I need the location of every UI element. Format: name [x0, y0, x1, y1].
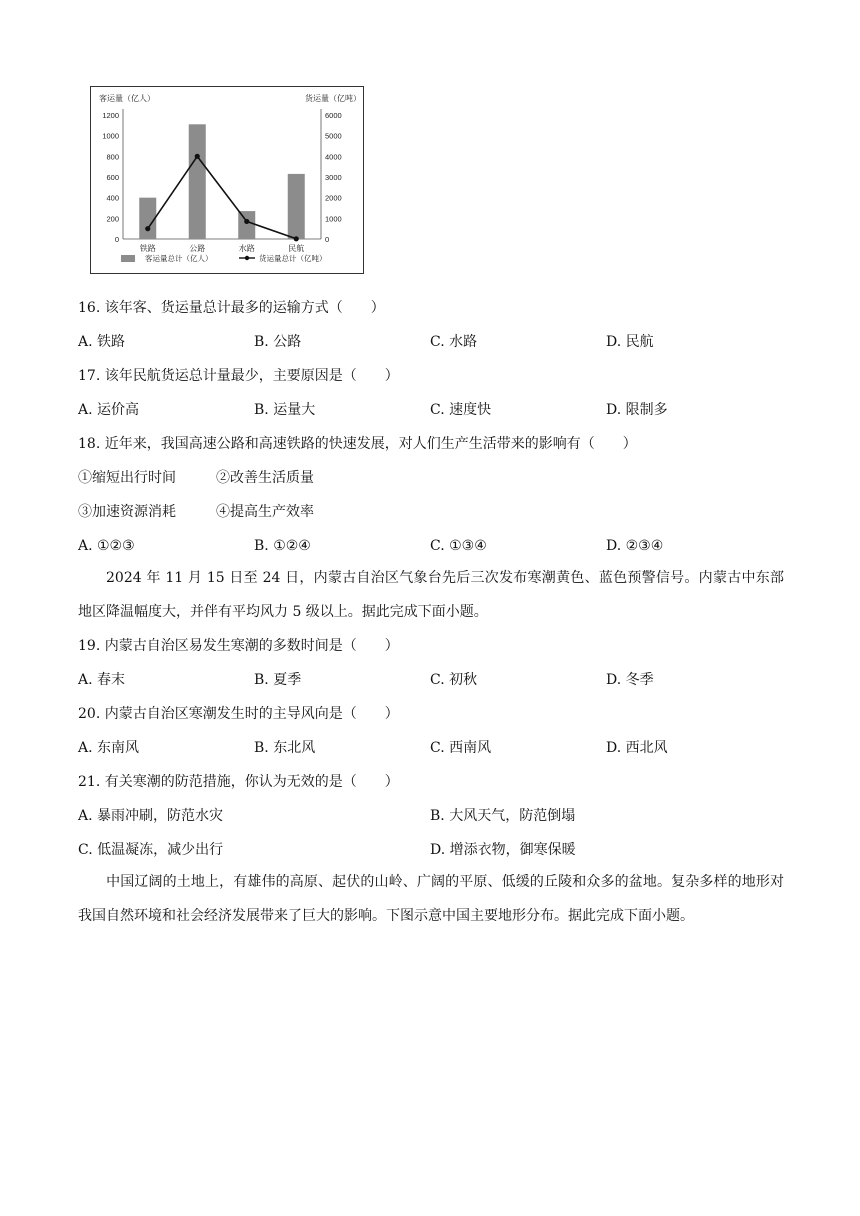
transport-chart-svg	[91, 87, 365, 275]
q18-item-4: ④提高生产效率	[216, 504, 314, 520]
cold-wave-passage	[78, 561, 784, 629]
category-label: 公路	[189, 244, 206, 253]
terrain-passage	[78, 865, 784, 933]
category-label: 民航	[288, 244, 305, 253]
left-tick-label: 1200	[102, 111, 119, 120]
left-tick-label: 600	[106, 173, 119, 182]
q19-option-c: C. 初秋	[430, 672, 478, 688]
legend-line-marker	[245, 256, 249, 260]
right-tick-label: 5000	[325, 131, 342, 141]
question-16-stem: 16. 该年客、货运量总计最多的运输方式（ ）	[78, 300, 385, 316]
transport-chart	[90, 86, 364, 274]
bar-铁路	[139, 198, 156, 239]
left-tick-label: 400	[106, 193, 119, 203]
cold-wave-passage-text: 2024 年 11 月 15 日至 24 日，内蒙古自治区气象台先后三次发布寒潮黄色、蓝色预警信号。内蒙古中东部地区降温幅度大，并伴有平均风力 5 级以上。据此完成下面小题。	[78, 570, 784, 620]
q16-option-c: C. 水路	[430, 334, 478, 350]
q16-option-a: A. 铁路	[78, 334, 126, 350]
legend-line-label: 货运量总计（亿吨）	[259, 254, 327, 263]
q17-option-d: D. 限制多	[606, 402, 668, 418]
q19-option-b: B. 夏季	[254, 672, 302, 688]
right-tick-label: 0	[325, 235, 330, 244]
q18-option-a: A. ①②③	[78, 538, 135, 554]
right-tick-label: 4000	[325, 152, 342, 162]
q21-option-c: C. 低温凝冻，减少出行	[78, 842, 224, 858]
left-tick-label: 0	[114, 235, 119, 244]
category-label: 水路	[238, 244, 255, 253]
right-tick-label: 1000	[325, 214, 342, 224]
freight-line	[148, 156, 297, 238]
q17-option-a: A. 运价高	[78, 402, 140, 418]
question-17-stem: 17. 该年民航货运总计量最少，主要原因是（ ）	[78, 368, 399, 384]
freight-point-公路	[195, 154, 200, 159]
right-tick-label: 2000	[325, 193, 342, 203]
left-tick-label: 200	[106, 214, 119, 224]
right-tick-label: 6000	[325, 111, 342, 120]
freight-point-铁路	[145, 226, 150, 231]
category-label: 铁路	[139, 244, 156, 253]
freight-point-水路	[244, 219, 249, 224]
q18-item-2: ②改善生活质量	[216, 470, 314, 486]
q20-option-b: B. 东北风	[254, 740, 316, 756]
question-18-stem: 18. 近年来，我国高速公路和高速铁路的快速发展，对人们生产生活带来的影响有（ ）	[78, 436, 637, 452]
freight-point-民航	[294, 236, 299, 241]
q18-option-c: C. ①③④	[430, 538, 487, 554]
left-tick-label: 1000	[102, 131, 119, 141]
q21-option-d: D. 增添衣物，御寒保暖	[430, 842, 576, 858]
q20-option-d: D. 西北风	[606, 740, 668, 756]
q21-option-a: A. 暴雨冲刷，防范水灾	[78, 808, 224, 824]
q18-item-1: ①缩短出行时间	[78, 470, 176, 486]
q16-option-d: D. 民航	[606, 334, 654, 350]
q18-option-d: D. ②③④	[606, 538, 664, 554]
left-axis-title: 客运量（亿人）	[99, 94, 155, 103]
right-tick-label: 3000	[325, 173, 342, 182]
question-20-stem: 20. 内蒙古自治区寒潮发生时的主导风向是（ ）	[78, 706, 399, 722]
left-tick-label: 800	[106, 152, 119, 162]
q18-option-b: B. ①②④	[254, 538, 311, 554]
q18-item-3: ③加速资源消耗	[78, 504, 176, 520]
question-19-stem: 19. 内蒙古自治区易发生寒潮的多数时间是（ ）	[78, 638, 399, 654]
question-21-stem: 21. 有关寒潮的防范措施，你认为无效的是（ ）	[78, 774, 399, 790]
q20-option-a: A. 东南风	[78, 740, 140, 756]
legend-bar-swatch	[121, 255, 135, 262]
q17-option-c: C. 速度快	[430, 402, 492, 418]
legend-bar-label: 客运量总计（亿人）	[145, 254, 213, 263]
bar-民航	[288, 174, 305, 239]
bar-水路	[238, 211, 255, 239]
q17-option-b: B. 运量大	[254, 402, 316, 418]
q20-option-c: C. 西南风	[430, 740, 492, 756]
q19-option-d: D. 冬季	[606, 672, 654, 688]
q16-option-b: B. 公路	[254, 334, 302, 350]
terrain-passage-text: 中国辽阔的土地上，有雄伟的高原、起伏的山岭、广阔的平原、低缓的丘陵和众多的盆地。复杂多样的地形对我国自然环境和社会经济发展带来了巨大的影响。下图示意中国主要地形分布。据此完成下面小题。	[78, 874, 784, 924]
right-axis-title: 货运量（亿吨）	[305, 94, 361, 103]
q21-option-b: B. 大风天气，防范倒塌	[430, 808, 576, 824]
bar-公路	[189, 124, 206, 239]
q19-option-a: A. 春末	[78, 672, 126, 688]
